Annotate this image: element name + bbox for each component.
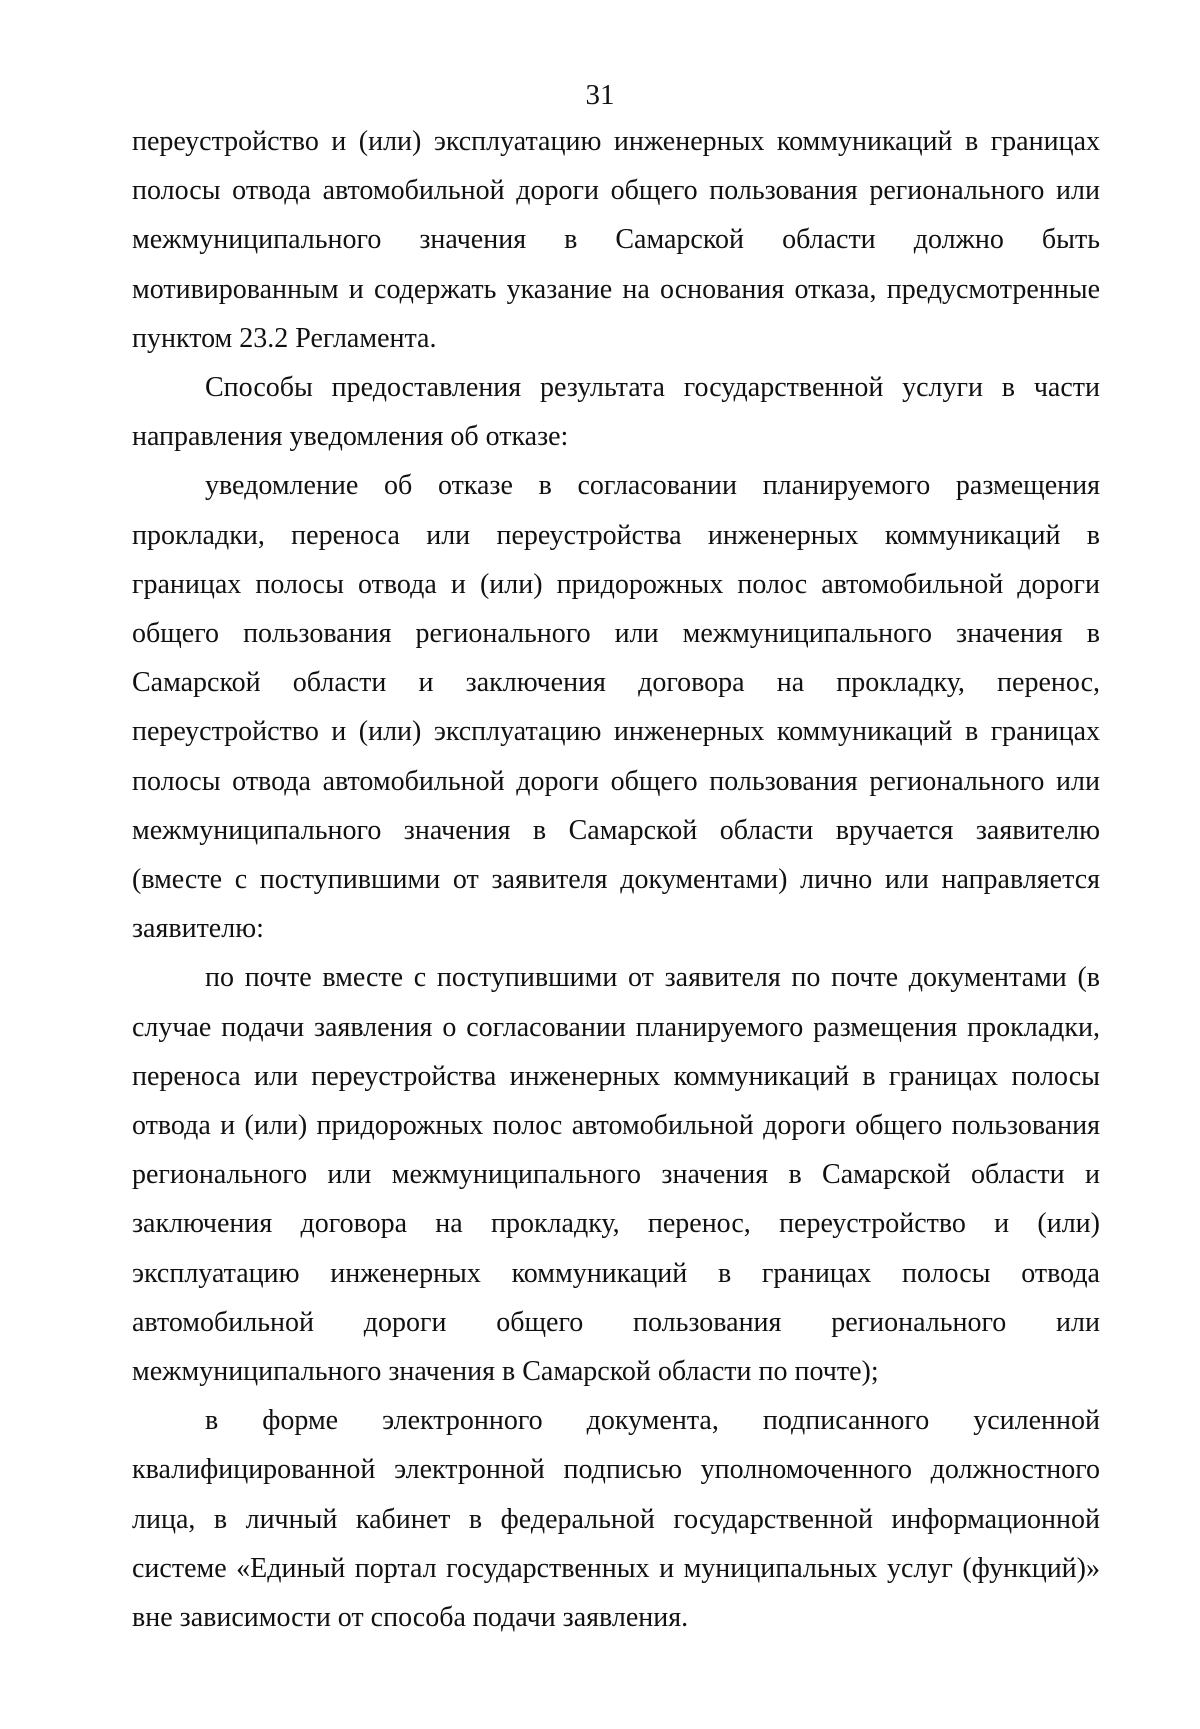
page-number: 31 — [585, 79, 615, 111]
paragraph-continued: переустройство и (или) эксплуатацию инженерных коммуникаций в границах полосы отвода автомобильной дороги общего пользования регионального или межмуниципального значения в Самарской области должно быть мотивированным и содержать указание на основания отказа, предусмотренные пунктом 23.2 Регламента. — [132, 126, 1100, 354]
paragraph-by-mail: по почте вместе с поступившими от заявителя по почте документами (в случае подачи заявления о согласовании планируемого размещения прокладки, переноса или переустройства инженерных коммуникаций в границах полосы отвода и (или) придорожных полос автомобильной дороги общего пользования регионального или межмуниципального значения в Самарской области и заключения договора на прокладку, перенос, переустройство и (или) эксплуатацию инженерных коммуникаций в границах полосы отвода автомобильной дороги общего пользования регионального или межмуниципального значения в Самарской области по почте); — [132, 962, 1100, 1388]
paragraph-electronic-form: в форме электронного документа, подписанного усиленной квалифицированной электронной подписью уполномоченного должностного лица, в личный кабинет в федеральной государственной информационной системе «Единый портал государственных и муниципальных услуг (функций)» вне зависимости от способа подачи заявления. — [132, 1405, 1100, 1634]
paragraph-result-methods: Способы предоставления результата государственной услуги в части направления уведомления об отказе: — [132, 372, 1100, 453]
paragraph-refusal-notice: уведомление об отказе в согласовании планируемого размещения прокладки, переноса или переустройства инженерных коммуникаций в границах полосы отвода и (или) придорожных полос автомобильной дороги общего пользования регионального или межмуниципального значения в Самарской области и заключения договора на прокладку, перенос, переустройство и (или) эксплуатацию инженерных коммуникаций в границах полосы отвода автомобильной дороги общего пользования регионального или межмуниципального значения в Самарской области вручается заявителю (вместе с поступившими от заявителя документами) лично или направляется заявителю: — [132, 470, 1100, 945]
document-body — [132, 117, 1100, 1642]
